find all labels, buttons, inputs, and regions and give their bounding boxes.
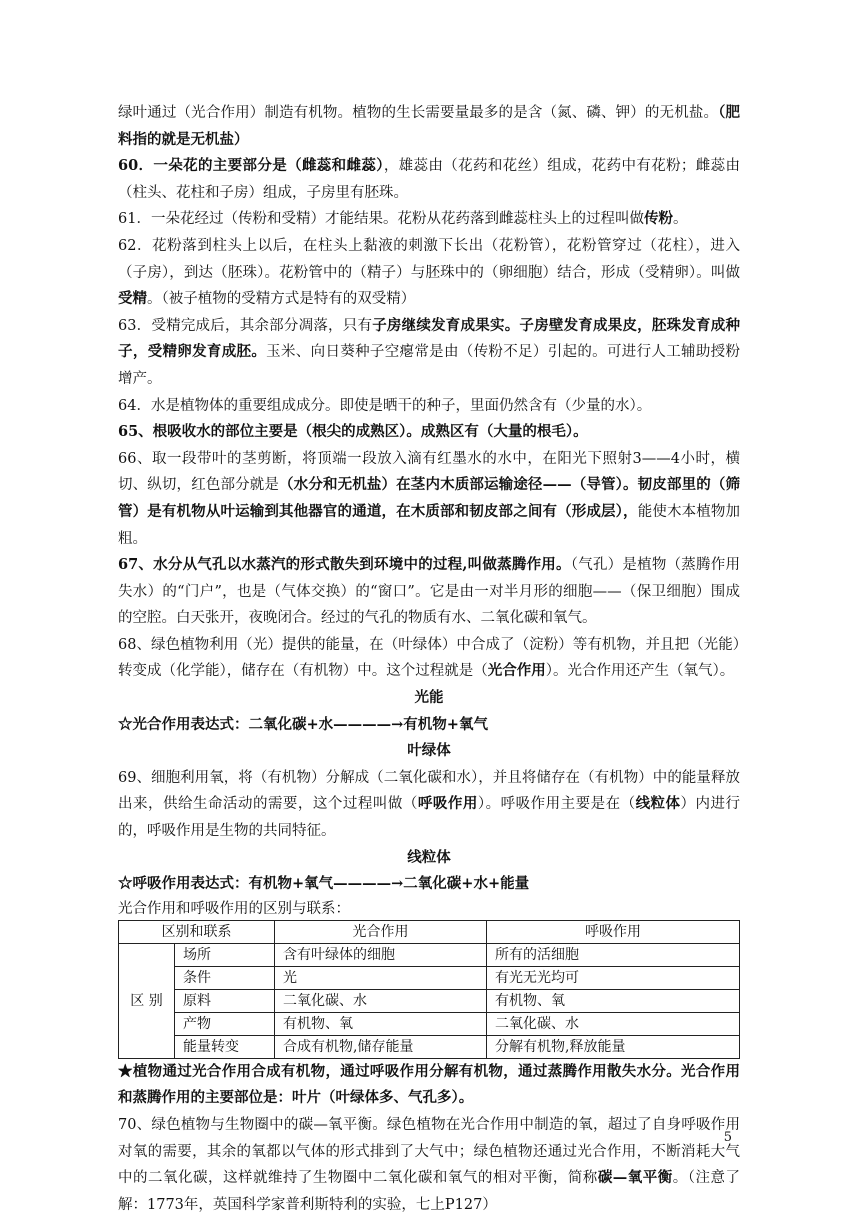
paragraph-64: 64．水是植物体的重要组成成分。即使是晒干的种子，里面仍然含有（少量的水）。: [118, 397, 652, 414]
table-row: [119, 1035, 740, 1058]
table-header-cell: 区别和联系: [119, 920, 275, 943]
bold-text: 65、根吸收水的部位主要是（根尖的成熟区）。成熟区有（大量的根毛）。: [118, 423, 588, 441]
text-span: 63．受精完成后，其余部分凋落，只有: [118, 317, 373, 334]
text-span: 66、取一段带叶的茎剪断，将顶端一段放入滴有红墨水的水中，在阳光下照射3——4小时，横切、纵切，红色部分就是: [118, 450, 740, 494]
paragraph-63: [118, 313, 740, 393]
paragraph-67: [118, 552, 740, 632]
paragraph-70: [118, 1112, 740, 1218]
text-span: 62．花粉落到柱头上以后，在柱头上黏液的刺激下长出（花粉管），花粉管穿过（花柱），进入（子房），到达（胚珠）。花粉管中的（精子）与胚珠中的（卵细胞）结合，形成（受精卵）。叫做: [118, 237, 740, 281]
paragraph-intro: [118, 100, 740, 153]
paragraph-69: [118, 765, 740, 845]
paragraph-62: [118, 233, 740, 313]
table-cell: 有机物、氧: [275, 1012, 487, 1035]
bold-text: 子房继续发育成果实。子房壁发育成果皮，胚珠发育成种子，受精卵发育成胚。: [118, 316, 740, 361]
text-span: 70、绿色植物与生物圈中的碳—氧平衡。绿色植物在光合作用中制造的氧，超过了自身呼吸作用对氧的需要，其余的氧都以气体的形式排到了大气中；绿色植物还通过光合作用，不断消耗大气中的二氧化碳，这样就维持了生物圈中二氧化碳和氧气的相对平衡，简称: [118, 1117, 740, 1187]
table-cell: 能量转变: [175, 1035, 275, 1058]
table-header-cell: 呼吸作用: [487, 920, 740, 943]
text-span: （气孔）是植物（蒸腾作用失水）的“门户”，也是（气体交换）的“窗口”。它是由一对半月形的细胞——（保卫细胞）围成的空腔。白天张开，夜晚闭合。经过的气孔的物质有水、二氧化碳和氧气。: [118, 557, 740, 627]
page-number: 5: [723, 1130, 732, 1145]
table-cell: 有机物、氧: [487, 989, 740, 1012]
table-cell: 二氧化碳、水: [487, 1012, 740, 1035]
table-cell: 二氧化碳、水: [275, 989, 487, 1012]
bold-text: 碳—氧平衡: [597, 1169, 673, 1187]
bold-text: 光合作用: [487, 662, 546, 680]
text-span: ）。呼吸作用主要是在（: [477, 796, 636, 813]
table-header-cell: 光合作用: [275, 920, 487, 943]
table-cell: 条件: [175, 966, 275, 989]
text-span: 。: [672, 211, 688, 228]
table-cell: 合成有机物,储存能量: [275, 1035, 487, 1058]
table-cell: 场所: [175, 943, 275, 966]
table-cell: 光: [275, 966, 487, 989]
text-span: 61．一朵花经过（传粉和受精）才能结果。花粉从花药落到雌蕊柱头上的过程叫做: [118, 211, 644, 228]
table-cell: 产物: [175, 1012, 275, 1035]
table-cell: 含有叶绿体的细胞: [275, 943, 487, 966]
table-row: [119, 1012, 740, 1035]
photosynthesis-site-label: 叶绿体: [407, 742, 451, 760]
paragraph-66: [118, 446, 740, 552]
text-span: 69、细胞利用氧，将（有机物）分解成（二氧化碳和水），并且将储存在（有机物）中的能量释放出来，供给生命活动的需要，这个过程叫做（: [118, 769, 740, 813]
paragraph-65: [118, 419, 740, 446]
table-cell: 分解有机物,释放能量: [487, 1035, 740, 1058]
text-span: 能使木本植物加粗。: [118, 503, 741, 547]
bold-text: 67、水分从气孔以水蒸汽的形式散失到环境中的过程,叫做蒸腾作用。: [118, 556, 571, 574]
table-row: [119, 989, 740, 1012]
text-span: 绿叶通过（光合作用）制造有机物。植物的生长需要量最多的是含（氮、磷、钾）的无机盐。: [118, 105, 719, 121]
text-span: ）。光合作用还产生（氧气）。: [545, 663, 735, 680]
photosynthesis-formula: ☆光合作用表达式：二氧化碳+水————→有机物+氧气: [118, 715, 488, 733]
table-cell: 所有的活细胞: [487, 943, 740, 966]
bold-note: （肥料指的就是无机盐）: [118, 104, 740, 148]
bold-text: （水分和无机盐）在茎内木质部运输途径——（导管）。韧皮部里的（筛管）是有机物从叶运输到其他器官的通道，在木质部和韧皮部之间有（形成层），: [118, 476, 741, 520]
table-cell: 有光无光均可: [487, 966, 740, 989]
bold-text: 受精: [118, 290, 147, 308]
group-label-cell: 区 别: [119, 943, 175, 1058]
document-body: [118, 100, 740, 1218]
respiration-formula: ☆呼吸作用表达式：有机物+氧气————→二氧化碳+水+能量: [118, 875, 530, 893]
bold-text: 呼吸作用: [417, 795, 478, 813]
paragraph-61: [118, 206, 740, 233]
respiration-site-label: 线粒体: [407, 848, 451, 866]
bold-text: 线粒体: [635, 795, 681, 813]
paragraph-60: [118, 153, 740, 206]
paragraph-68: [118, 632, 740, 685]
table-row: [119, 943, 740, 966]
table-row: [119, 966, 740, 989]
comparison-table: [118, 920, 740, 1059]
bold-text: 60．一朵花的主要部分是（雌蕊和雌蕊）: [118, 157, 384, 175]
text-span: 。（被子植物的受精方式是特有的双受精）: [147, 291, 416, 308]
star-note: [118, 1059, 740, 1112]
table-header-row: [119, 920, 740, 943]
bold-text: 传粉: [643, 210, 673, 228]
text-span: 。（注意了解：1773年，英国科学家普利斯特利的实验，七上P127）: [118, 1170, 741, 1213]
text-span: 玉米、向日葵种子空瘪常是由（传粉不足）引起的。可进行人工辅助授粉增产。: [118, 344, 740, 387]
text-span: 68、绿色植物利用（光）提供的能量，在（叶绿体）中合成了（淀粉）等有机物，并且把（光能）转变成（化学能），储存在（有机物）中。这个过程就是（: [118, 636, 740, 680]
text-span: ）内进行的，呼吸作用是生物的共同特征。: [118, 796, 741, 840]
photosynthesis-condition-label: 光能: [414, 689, 444, 707]
table-cell: 原料: [175, 989, 275, 1012]
text-span: ，雄蕊由（花药和花丝）组成，花药中有花粉；雌蕊由（柱头、花柱和子房）组成，子房里有胚珠。: [118, 158, 740, 201]
bold-text: ★植物通过光合作用合成有机物，通过呼吸作用分解有机物，通过蒸腾作用散失水分。光合作用和蒸腾作用的主要部位是：叶片（叶绿体多、气孔多）。: [118, 1062, 740, 1107]
table-caption: 光合作用和呼吸作用的区别与联系：: [118, 900, 350, 917]
